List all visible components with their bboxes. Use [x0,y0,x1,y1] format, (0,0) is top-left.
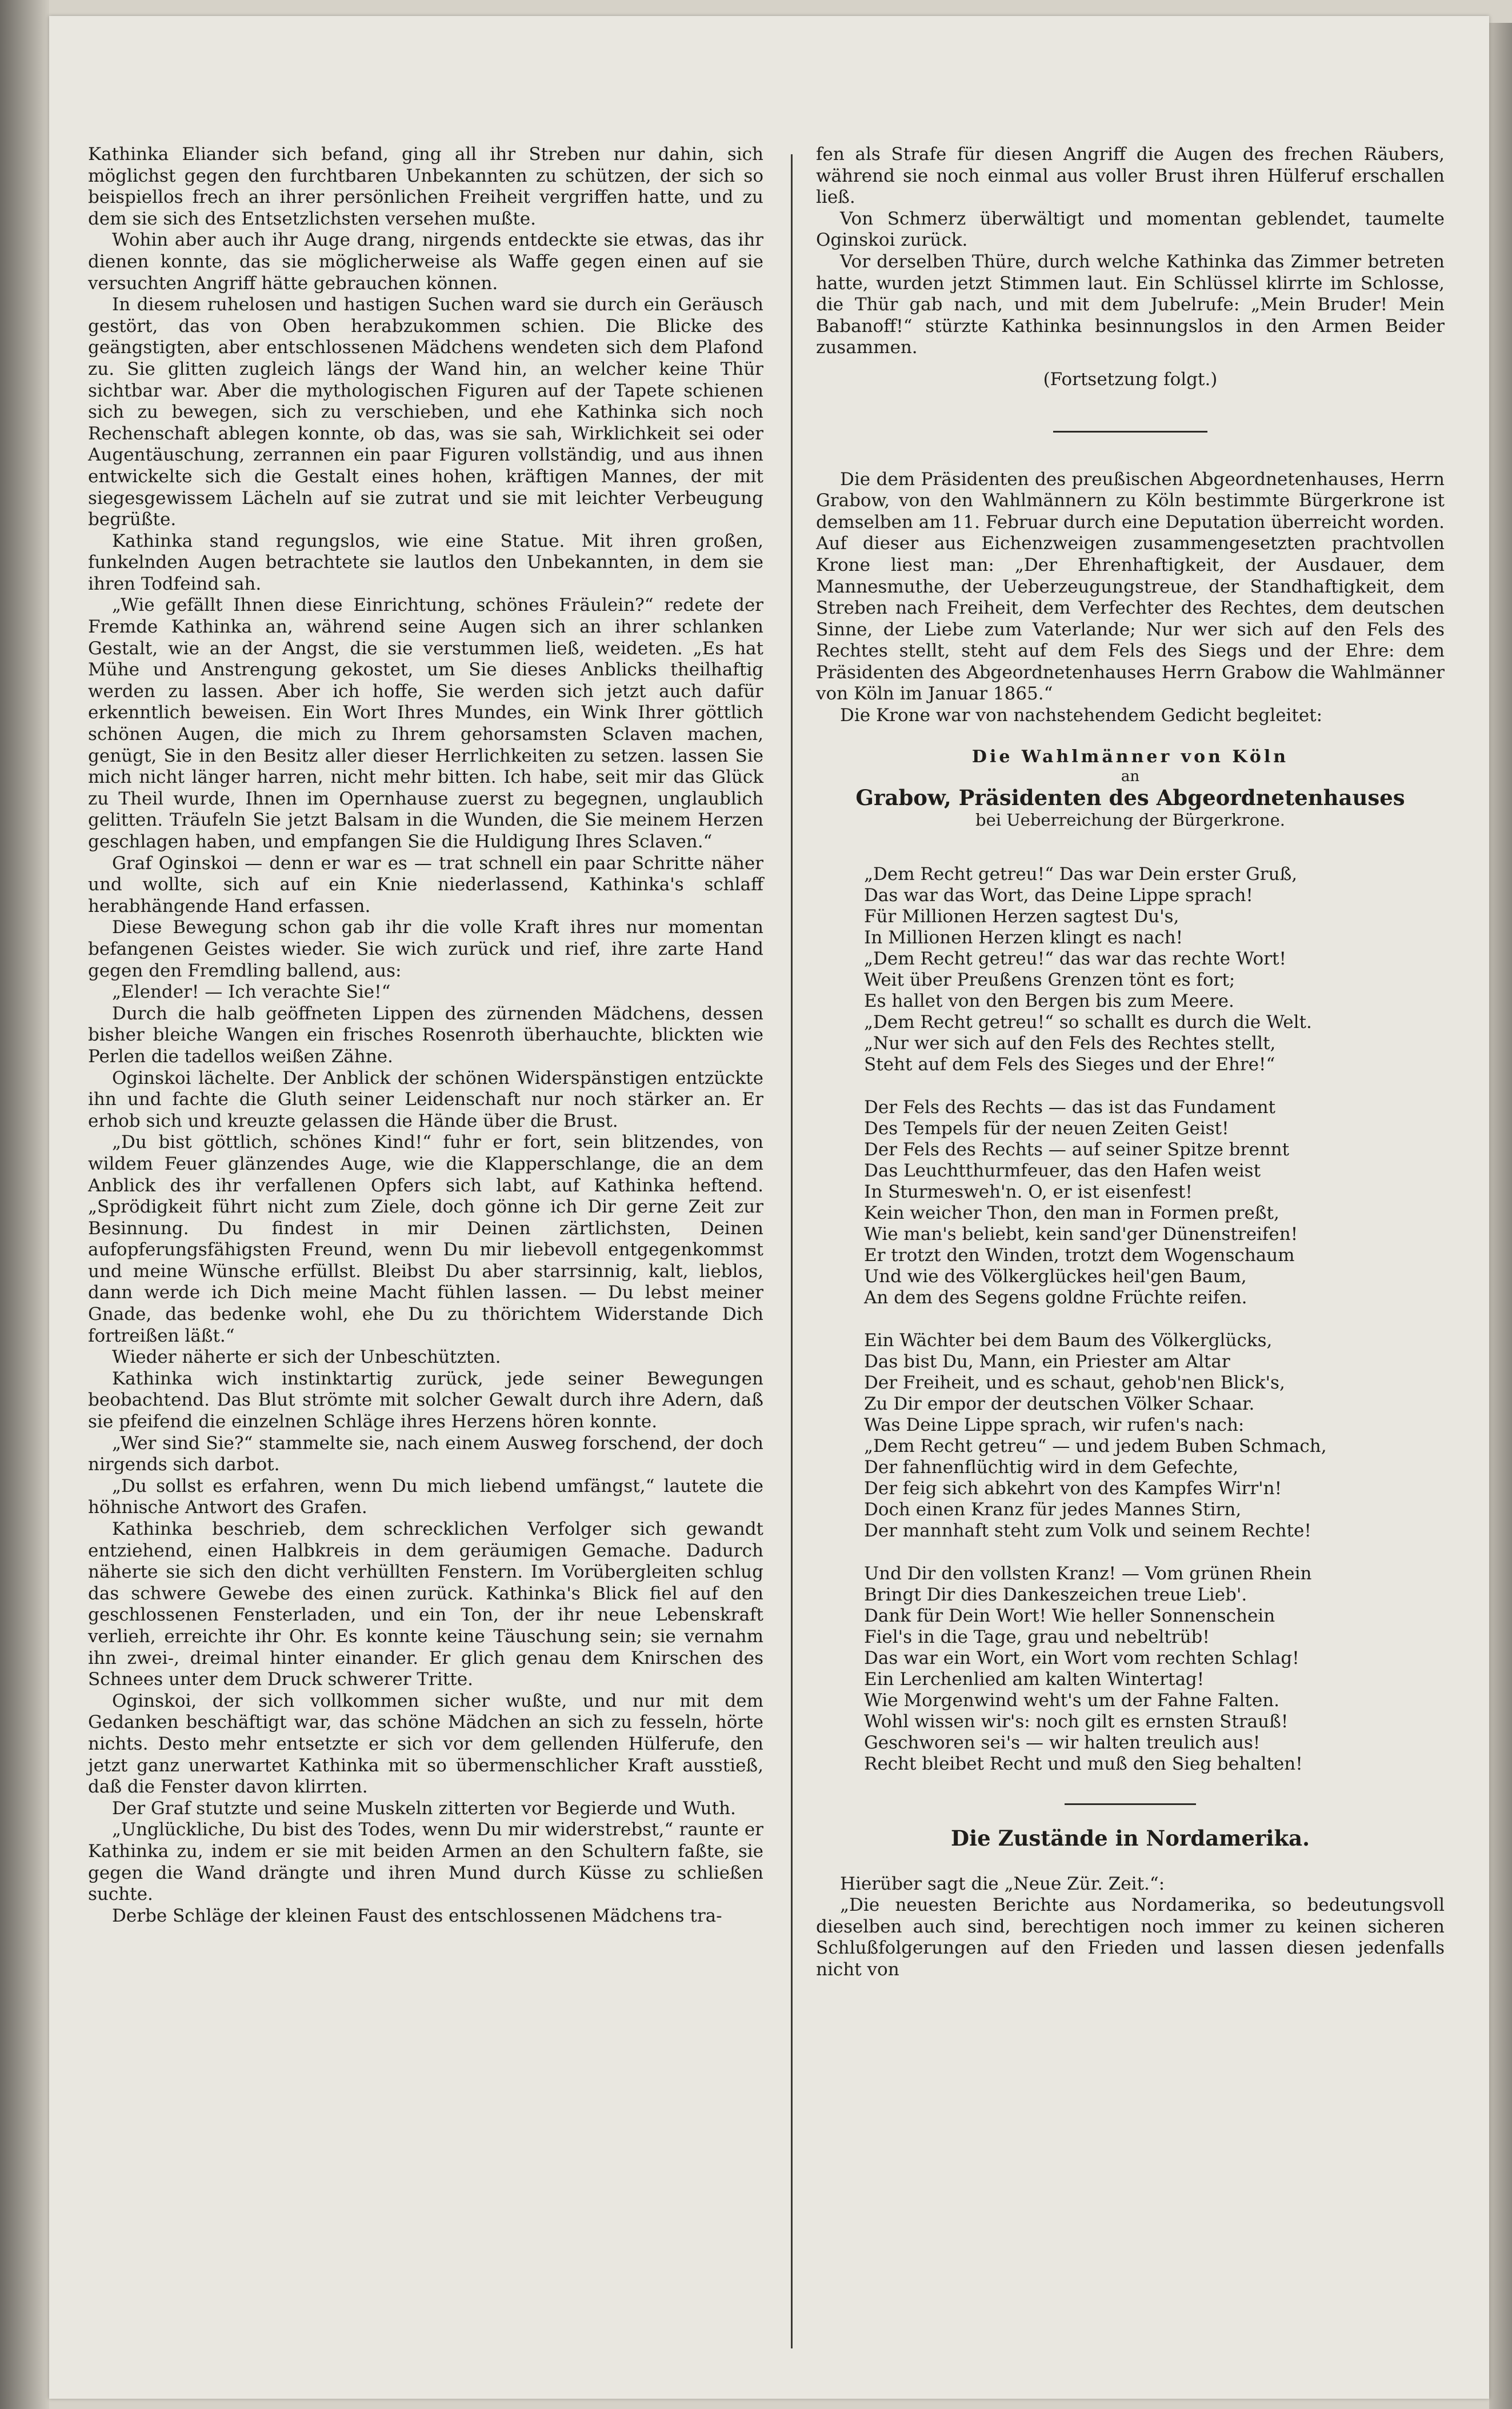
story-paragraph: Graf Oginskoi — denn er war es — trat schnell ein paar Schritte näher und wollte, sich auf ein Knie niederlassend, Kathinka's schlaff herabhängende Hand erfassen. [88,853,763,917]
poem-line: Wie Morgenwind weht's um der Fahne Falten. [864,1690,1280,1711]
poem-line: Das war das Wort, das Deine Lippe sprach! [864,885,1253,906]
story-paragraph: „Du sollst es erfahren, wenn Du mich liebend umfängst,“ lautete die höhnische Antwort des Grafen. [88,1475,763,1518]
poem-line: Des Tempels für der neuen Zeiten Geist! [864,1118,1229,1139]
poem-line: Und Dir den vollsten Kranz! — Vom grünen Rhein [864,1563,1312,1584]
story-paragraph: „Du bist göttlich, schönes Kind!“ fuhr er fort, sein blitzendes, von wildem Feuer glänzendes Auge, wie die Klapperschlange, die an dem Anblick des ihr verfallenen Opfers sich labt, auf Kathinka heftend. „Sprödigkeit führt nicht zum Ziele, doch gönne ich Dir gerne Zeit zur Besinnung. Du findest in mir Deinen zärtlichsten, Deinen aufopferungsfähigsten Freund, wenn Du mir liebevoll entgegenkommst und meine Wünsche erfüllst. Bleibst Du aber starrsinnig, kalt, lieblos, dann werde ich Dich meine Macht fühlen lassen. — Du lebst meiner Gnade, das bedenke wohl, ehe Du zu thörichtem Widerstande Dich fortreißen läßt.“ [88,1132,763,1346]
poem-line: Und wie des Völkerglückes heil'gen Baum, [864,1266,1247,1287]
story-paragraph: Oginskoi lächelte. Der Anblick der schönen Widerspänstigen entzückte ihn und fachte die Gluth seiner Leidenschaft nur noch stärker an. Er erhob sich und kreuzte gelassen die Hände über die Brust. [88,1067,763,1131]
krone-paragraph: Die dem Präsidenten des preußischen Abgeordnetenhauses, Herrn Grabow, von den Wahlmännern zu Köln bestimmte Bürgerkrone ist demselben am 11. Februar durch eine Deputation überreicht worden. Auf dieser aus Eichenzweigen zusammengesetzten prachtvollen Krone liest man: „Der Ehrenhaftigkeit, der Ausdauer, dem Mannesmuthe, der Ueberzeugungstreue, der Standhaftigkeit, dem Streben nach Freiheit, dem Verfechter des Rechtes, dem deutschen Sinne, der Liebe zum Vaterlande; Nur wer sich auf den Fels des Rechtes stellt, steht auf dem Fels des Siegs und der Ehre: dem Präsidenten des Abgeordnetenhauses Herrn Grabow die Wahlmänner von Köln im Januar 1865.“ [816,469,1445,705]
story-paragraph: In diesem ruhelosen und hastigen Suchen ward sie durch ein Geräusch gestört, das von Oben herabzukommen schien. Die Blicke des geängstigten, aber entschlossenen Mädchens wendeten sich dem Plafond zu. Sie glitten zugleich längs der Wand hin, an welcher keine Thür sichtbar war. Aber die mythologischen Figuren auf der Tapete schienen sich zu bewegen, sich zu verschieben, und ehe Kathinka sich noch Rechenschaft ablegen konnte, ob das, was sie sah, Wirklichkeit sei oder Augentäuschung, zerrannen ein paar Figuren vollständig, und aus ihnen entwickelte sich die Gestalt eines hohen, kräftigen Mannes, der mit siegesgewissem Lächeln auf sie zutrat und sie mit leichter Verbeugung begrüßte. [88,294,763,530]
poem-line: „Dem Recht getreu!“ Das war Dein erster Gruß, [864,863,1298,885]
poem-line: Geschworen sei's — wir halten treulich aus! [864,1732,1261,1753]
right-column [816,144,1445,1981]
poem-line: „Dem Recht getreu!“ das war das rechte Wort! [864,948,1286,969]
poem-stanza [864,1563,1445,1775]
poem-line: Wie man's beliebt, kein sand'ger Dünenstreifen! [864,1223,1298,1244]
story-paragraph: Durch die halb geöffneten Lippen des zürnenden Mädchens, dessen bisher bleiche Wangen ein frisches Rosenroth überhauchte, blickten wie Perlen die tadellos weißen Zähne. [88,1003,763,1067]
poem-line: Dank für Dein Wort! Wie heller Sonnenschein [864,1605,1275,1626]
poem-line: Weit über Preußens Grenzen tönt es fort; [864,969,1235,990]
poem-line: Der mannhaft steht zum Volk und seinem Rechte! [864,1520,1311,1541]
poem-line: Ein Wächter bei dem Baum des Völkerglücks, [864,1330,1273,1351]
continuation-note: (Fortsetzung folgt.) [1043,369,1218,390]
poem-line: Bringt Dir dies Dankeszeichen treue Lieb'. [864,1584,1247,1605]
story-paragraph: „Unglückliche, Du bist des Todes, wenn Du mir widerstrebst,“ raunte er Kathinka zu, indem er sie mit beiden Armen an den Schultern faßte, sie gegen die Wand drängte und ihren Mund durch Küsse zu schließen suchte. [88,1819,763,1905]
story-paragraph: Kathinka stand regungslos, wie eine Statue. Mit ihren großen, funkelnden Augen betrachtete sie lautlos den Unbekannten, in dem sie ihren Todfeind sah. [88,530,763,594]
poem-line: „Dem Recht getreu“ — und jedem Buben Schmach, [864,1435,1327,1456]
section-rule [1065,1803,1196,1805]
poem-line: Kein weicher Thon, den man in Formen preßt, [864,1202,1279,1223]
poem-line: Fiel's in die Tage, grau und nebeltrüb! [864,1626,1210,1647]
poem-line: Für Millionen Herzen sagtest Du's, [864,906,1179,927]
poem-line: Das Leuchtthurmfeuer, das den Hafen weist [864,1160,1261,1181]
poem-line: Was Deine Lippe sprach, wir rufen's nach: [864,1414,1245,1435]
story-paragraph: fen als Strafe für diesen Angriff die Augen des frechen Räubers, während sie noch einmal aus voller Brust ihren Hülferuf erschallen ließ. [816,144,1445,208]
poem-line: „Nur wer sich auf den Fels des Rechtes stellt, [864,1033,1276,1054]
poem-line: Es hallet von den Bergen bis zum Meere. [864,990,1234,1011]
book-binding-shadow [0,0,49,2409]
story-paragraph: Kathinka Eliander sich befand, ging all ihr Streben nur dahin, sich möglichst gegen den furchtbaren Unbekannten zu schützen, der sich so beispiellos frech an ihrer persönlichen Freiheit vergriffen hatte, und zu dem sie sich des Entsetzlichsten versehen mußte. [88,144,763,229]
america-title: Die Zustände in Nordamerika. [951,1825,1310,1851]
poem-line: Recht bleibet Recht und muß den Sieg behalten! [864,1753,1303,1774]
poem-line: Der Fels des Rechts — das ist das Fundament [864,1097,1275,1118]
poem-line: Zu Dir empor der deutschen Völker Schaar. [864,1393,1255,1414]
poem-line: Der Fels des Rechts — auf seiner Spitze brennt [864,1139,1290,1160]
poem-line: Der Freiheit, und es schaut, gehob'nen Blick's, [864,1372,1285,1393]
america-paragraph: Hierüber sagt die „Neue Zür. Zeit.“: [840,1873,1165,1894]
section-rule [1053,431,1207,433]
poem-title: Die Wahlmänner von Köln [971,746,1289,767]
poem-line: „Dem Recht getreu!“ so schallt es durch die Welt. [864,1011,1312,1033]
poem-occasion: bei Ueberreichung der Bürgerkrone. [975,810,1285,830]
poem-line: Wohl wissen wir's: noch gilt es ernsten Strauß! [864,1711,1289,1732]
story-paragraph: Diese Bewegung schon gab ihr die volle Kraft ihres nur momentan befangenen Geistes wieder. Sie wich zurück und rief, ihre zarte Hand gegen den Fremdling ballend, aus: [88,917,763,981]
story-paragraph: Kathinka wich instinktartig zurück, jede seiner Bewegungen beobachtend. Das Blut strömte mit solcher Gewalt durch ihre Adern, daß sie pfeifend die einzelnen Schläge ihres Herzens hören konnte. [88,1368,763,1432]
poem-line: Das war ein Wort, ein Wort vom rechten Schlag! [864,1647,1299,1668]
krone-paragraph: Die Krone war von nachstehendem Gedicht begleitet: [840,705,1323,726]
story-paragraph: Der Graf stutzte und seine Muskeln zitterten vor Begierde und Wuth. [112,1798,736,1819]
next-page-edge [1489,23,1512,2409]
left-column [88,144,763,1927]
story-paragraph: Oginskoi, der sich vollkommen sicher wußte, und nur mit dem Gedanken beschäftigt war, das schöne Mädchen an sich zu fesseln, hörte nichts. Desto mehr entsetzte er sich vor dem gellenden Hülferufe, den jetzt ganz unerwartet Kathinka mit so übermenschlicher Kraft ausstieß, daß die Fenster davon klirrten. [88,1690,763,1798]
story-paragraph: „Wie gefällt Ihnen diese Einrichtung, schönes Fräulein?“ redete der Fremde Kathinka an, während seine Augen sich an ihrer schlanken Gestalt, wie an der Angst, die sie verstummen ließ, weideten. „Es hat Mühe und Anstrengung gekostet, um Sie dieses Anblicks theilhaftig werden zu lassen. Aber ich hoffe, Sie werden sich jetzt auch dafür erkenntlich beweisen. Ein Wort Ihres Mundes, ein Wink Ihrer göttlich schönen Augen, die mich zu Ihrem gehorsamsten Sclaven machen, genügt, Sie in den Besitz aller dieser Herrlichkeiten zu setzen. lassen Sie mich nicht länger harren, nicht mehr bitten. Ich habe, seit mir das Glück zu Theil wurde, Ihnen im Opernhause zuerst zu begegnen, unglaublich gelitten. Träufeln Sie jetzt Balsam in die Wunden, die Sie meinem Herzen geschlagen haben, und empfangen Sie die Huldigung Ihres Sclaven.“ [88,595,763,852]
story-paragraph: „Elender! — Ich verachte Sie!“ [112,982,391,1003]
column-divider [791,154,793,2348]
story-paragraph: Vor derselben Thüre, durch welche Kathinka das Zimmer betreten hatte, wurden jetzt Stimmen laut. Ein Schlüssel klirrte im Schlosse, die Thür gab nach, und mit dem Jubelrufe: „Mein Bruder! Mein Babanoff!“ stürzte Kathinka besinnungslos in den Armen Beider zusammen. [816,251,1445,358]
poem-stanza [864,1097,1445,1308]
poem-line: Der fahnenflüchtig wird in dem Gefechte, [864,1456,1239,1478]
poem-line: Ein Lerchenlied am kalten Wintertag! [864,1668,1205,1690]
america-paragraph: „Die neuesten Berichte aus Nordamerika, so bedeutungsvoll dieselben auch sind, berechtigen noch immer zu keinen sicheren Schlußfolgerungen auf den Frieden und lassen diesen jedenfalls nicht von [816,1895,1445,1980]
poem-stanza [864,864,1445,1075]
poem-line: An dem des Segens goldne Früchte reifen. [864,1287,1247,1308]
poem-line: In Sturmesweh'n. O, er ist eisenfest! [864,1181,1193,1202]
story-paragraph: Kathinka beschrieb, dem schrecklichen Verfolger sich gewandt entziehend, einen Halbkreis in dem geräumigen Gemache. Dadurch näherte sie sich den dicht verhüllten Fenstern. Im Vorübergleiten schlug das schwere Gewebe des einen zurück. Kathinka's Blick fiel auf den geschlossenen Fensterladen, und ein Ton, der ihr neue Lebenskraft verlieh, erreichte ihr Ohr. Es konnte keine Täuschung sein; sie vernahm ihn zwei-, dreimal hinter einander. Er glich genau dem Knirschen des Schnees unter dem Druck schwerer Tritte. [88,1519,763,1690]
story-paragraph: „Wer sind Sie?“ stammelte sie, nach einem Ausweg forschend, der doch nirgends sich darbot. [88,1432,763,1475]
story-paragraph: Von Schmerz überwältigt und momentan geblendet, taumelte Oginskoi zurück. [816,208,1445,251]
poem-an: an [1121,767,1140,785]
story-paragraph: Wohin aber auch ihr Auge drang, nirgends entdeckte sie etwas, das ihr dienen konnte, das sie möglicherweise als Waffe gegen einen auf sie versuchten Angriff hätte gebrauchen können. [88,230,763,294]
poem-line: Doch einen Kranz für jedes Mannes Stirn, [864,1499,1242,1520]
poem-line: Das bist Du, Mann, ein Priester am Altar [864,1351,1230,1372]
poem-line: In Millionen Herzen klingt es nach! [864,927,1183,948]
story-paragraph: Wieder näherte er sich der Unbeschützten. [112,1347,501,1368]
poem-body [864,864,1445,1775]
poem-line: Der feig sich abkehrt von des Kampfes Wirr'n! [864,1478,1282,1499]
poem-dedicatee: Grabow, Präsidenten des Abgeordnetenhauses [855,785,1405,810]
poem-line: Er trotzt den Winden, trotzt dem Wogenschaum [864,1244,1295,1266]
poem-stanza [864,1330,1445,1542]
story-paragraph: Derbe Schläge der kleinen Faust des entschlossenen Mädchens tra- [112,1905,722,1926]
poem-line: Steht auf dem Fels des Sieges und der Ehre!“ [864,1054,1275,1075]
